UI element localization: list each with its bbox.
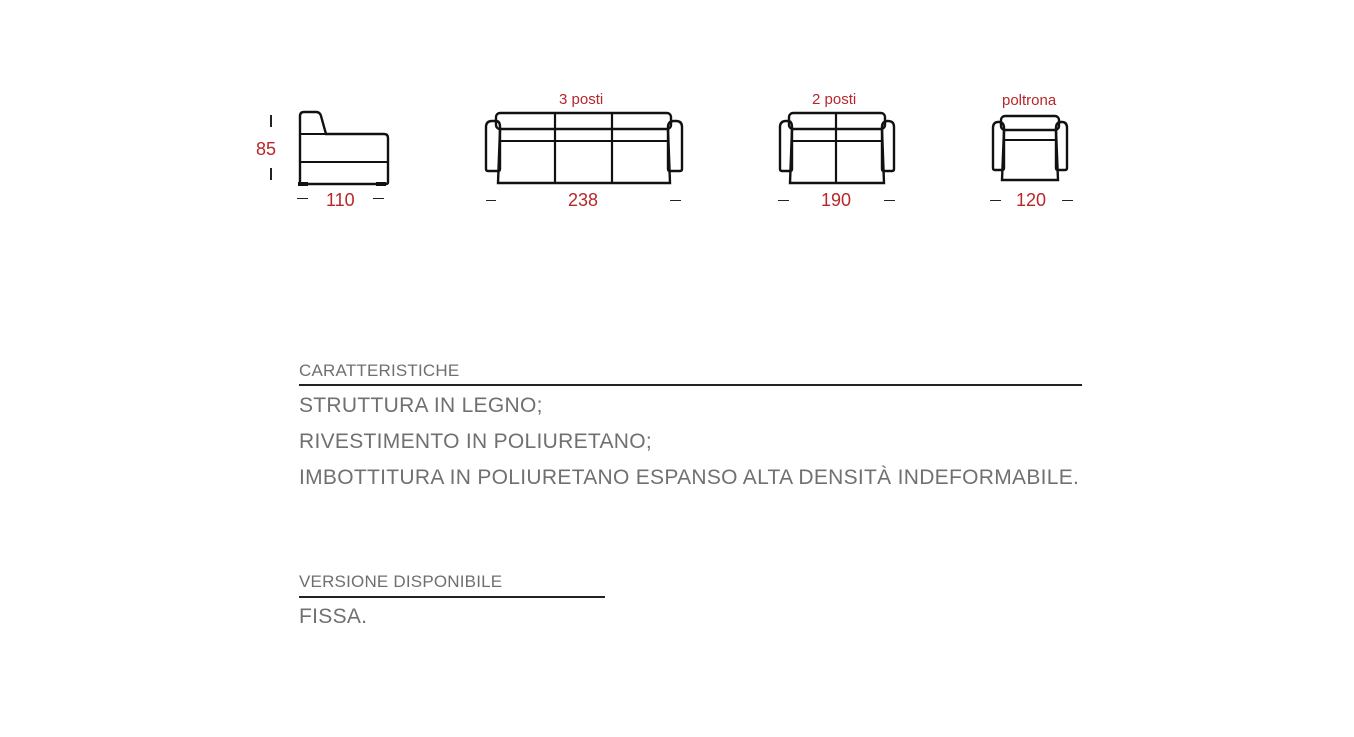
height-dimension: 85 [256,139,277,159]
two-seat-drawing [778,111,896,186]
depth-dash-right [373,198,384,199]
features-title: CARATTERISTICHE [299,361,460,380]
side-view-drawing [296,110,392,188]
armchair-drawing [991,114,1071,184]
two-seat-width: 190 [821,190,852,210]
three-seat-label: 3 posti [559,91,604,108]
armchair-dash-left [990,200,1001,201]
feature-item: IMBOTTITURA IN POLIURETANO ESPANSO ALTA DENSITÀ INDEFORMABILE. [299,466,1080,489]
three-seat-sofa-icon [484,111,684,186]
armchair-width: 120 [1016,190,1047,210]
feature-item: RIVESTIMENTO IN POLIURETANO; [299,430,653,453]
three-seat-dash-right [670,200,681,201]
armchair-label: poltrona [1002,92,1057,109]
two-seat-dash-left [778,200,789,201]
height-tick-bottom [270,168,272,180]
version-divider [299,596,605,598]
height-tick-top [270,115,272,127]
feature-item: STRUTTURA IN LEGNO; [299,394,543,417]
version-title: VERSIONE DISPONIBILE [299,572,503,591]
version-value: FISSA. [299,605,368,628]
armchair-icon [991,114,1071,184]
two-seat-label: 2 posti [812,91,857,108]
features-divider [299,384,1082,386]
three-seat-width: 238 [568,190,599,210]
three-seat-dash-left [486,200,496,201]
two-seat-dash-right [884,200,895,201]
two-seat-sofa-icon [778,111,896,186]
depth-dimension: 110 [326,190,355,210]
side-view-icon [296,110,392,188]
depth-dash-left [297,198,308,199]
three-seat-drawing [484,111,684,186]
armchair-dash-right [1062,200,1073,201]
